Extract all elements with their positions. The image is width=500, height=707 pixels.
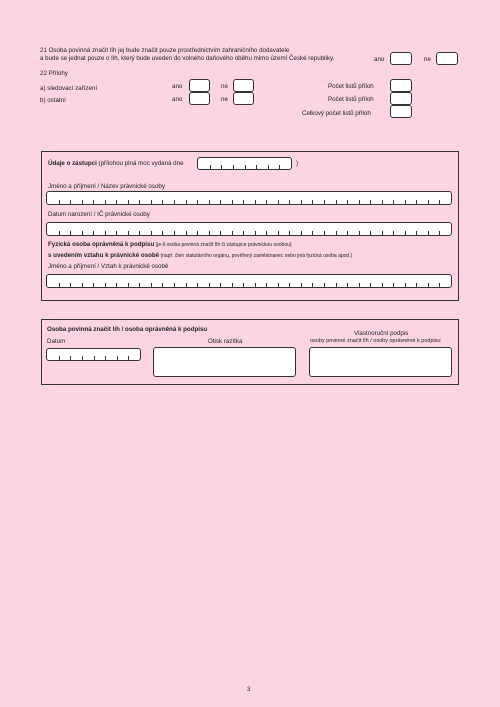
comb-tick — [162, 283, 163, 287]
q22-title: 22 Přílohy — [40, 70, 68, 77]
comb-tick — [117, 356, 118, 360]
comb-tick — [324, 283, 325, 287]
comb-tick — [220, 231, 221, 235]
q22-row-a-pocet-field[interactable] — [390, 79, 412, 92]
comb-tick — [359, 231, 360, 235]
comb-tick — [105, 200, 106, 204]
comb-tick — [312, 200, 313, 204]
comb-tick — [105, 356, 106, 360]
comb-tick — [116, 231, 117, 235]
comb-tick — [151, 283, 152, 287]
comb-tick — [243, 200, 244, 204]
comb-tick — [93, 200, 94, 204]
comb-tick — [232, 231, 233, 235]
comb-tick — [197, 283, 198, 287]
zastupce-relation-row — [48, 252, 352, 261]
comb-tick — [416, 231, 417, 235]
comb-tick — [139, 231, 140, 235]
comb-tick — [266, 283, 267, 287]
comb-tick — [336, 283, 337, 287]
comb-tick — [370, 231, 371, 235]
comb-tick — [82, 231, 83, 235]
comb-tick — [220, 200, 221, 204]
comb-tick — [278, 200, 279, 204]
q22-row-a-ano-label: ano — [172, 83, 183, 90]
comb-tick — [347, 200, 348, 204]
comb-tick — [382, 200, 383, 204]
q22-row-b-label: b) ostatní — [40, 97, 66, 104]
comb-tick — [151, 200, 152, 204]
zastupce-name-label: Jméno a příjmení / Název právnické osoby — [48, 183, 165, 190]
q21-ano-label: ano — [374, 56, 385, 63]
comb-tick — [186, 283, 187, 287]
comb-tick — [139, 200, 140, 204]
comb-tick — [393, 231, 394, 235]
comb-tick — [279, 165, 280, 169]
comb-tick — [128, 356, 129, 360]
comb-tick — [405, 231, 406, 235]
comb-tick — [382, 231, 383, 235]
comb-tick — [312, 283, 313, 287]
comb-tick — [359, 283, 360, 287]
comb-tick — [209, 231, 210, 235]
comb-tick — [233, 165, 234, 169]
comb-tick — [370, 283, 371, 287]
comb-tick — [70, 200, 71, 204]
zastupce-relation-title: s uvedením vztahu k právnické osobě — [48, 252, 160, 259]
comb-tick — [359, 200, 360, 204]
comb-tick — [174, 200, 175, 204]
comb-tick — [197, 200, 198, 204]
comb-tick — [370, 200, 371, 204]
comb-tick — [428, 283, 429, 287]
zastupce-relation-field[interactable] — [46, 274, 452, 288]
q22-row-b-ne-checkbox[interactable] — [233, 92, 254, 105]
comb-tick — [245, 165, 246, 169]
zastupce-dob-field[interactable] — [46, 222, 452, 236]
zastupce-relation-label: Jméno a příjmení / Vztah k právnické osobě — [48, 263, 169, 270]
comb-tick — [128, 231, 129, 235]
plna-moc-date-field[interactable] — [197, 157, 292, 170]
comb-tick — [232, 200, 233, 204]
comb-tick — [59, 200, 60, 204]
q22-row-b-pocet-field[interactable] — [390, 92, 412, 105]
comb-tick — [405, 200, 406, 204]
podpis-vlastnorucni-line2: osoby povinné značit líh / osoby oprávněné k podpisu — [310, 338, 441, 344]
comb-tick — [221, 165, 222, 169]
q22-row-b-pocet-label: Počet listů příloh — [328, 96, 374, 103]
comb-tick — [256, 165, 257, 169]
zastupce-title: Údaje o zástupci — [48, 160, 97, 167]
q22-row-a-ne-label: ne — [221, 83, 228, 90]
q22-celkovy-label: Celkový počet listů příloh — [302, 110, 371, 117]
comb-tick — [162, 200, 163, 204]
comb-tick — [289, 283, 290, 287]
page-number: 3 — [247, 686, 251, 693]
q22-row-a-ano-checkbox[interactable] — [189, 79, 210, 92]
comb-tick — [266, 200, 267, 204]
q22-row-b-ano-checkbox[interactable] — [189, 92, 210, 105]
comb-tick — [439, 283, 440, 287]
comb-tick — [151, 231, 152, 235]
q21-text-line1: 21 Osoba povinná značit líh jej bude značit pouze prostřednictvím zahraničního dodavatele — [40, 47, 290, 54]
comb-tick — [210, 165, 211, 169]
comb-tick — [174, 231, 175, 235]
comb-tick — [70, 356, 71, 360]
comb-tick — [416, 283, 417, 287]
comb-tick — [59, 356, 60, 360]
comb-tick — [416, 200, 417, 204]
comb-tick — [243, 231, 244, 235]
comb-tick — [428, 231, 429, 235]
comb-tick — [93, 231, 94, 235]
comb-tick — [439, 231, 440, 235]
comb-tick — [393, 283, 394, 287]
podpis-datum-field[interactable] — [46, 348, 141, 361]
comb-tick — [128, 283, 129, 287]
q21-ano-checkbox[interactable] — [390, 52, 412, 65]
q22-row-b-ano-label: ano — [172, 96, 183, 103]
zastupce-name-field[interactable] — [46, 191, 452, 205]
comb-tick — [59, 231, 60, 235]
comb-tick — [301, 231, 302, 235]
comb-tick — [82, 200, 83, 204]
otisk-razitka-field[interactable] — [153, 347, 296, 377]
comb-tick — [324, 231, 325, 235]
comb-tick — [266, 231, 267, 235]
comb-tick — [255, 231, 256, 235]
comb-tick — [105, 283, 106, 287]
comb-tick — [428, 200, 429, 204]
comb-tick — [301, 283, 302, 287]
comb-tick — [186, 200, 187, 204]
comb-tick — [289, 200, 290, 204]
comb-tick — [336, 200, 337, 204]
q22-celkovy-field[interactable] — [390, 105, 412, 118]
podpis-vlastnorucni-line1: Vlastnoruční podpis — [354, 330, 409, 337]
comb-tick — [128, 200, 129, 204]
q22-row-a-pocet-label: Počet listů příloh — [328, 83, 374, 90]
comb-tick — [139, 283, 140, 287]
comb-tick — [59, 283, 60, 287]
comb-tick — [301, 200, 302, 204]
podpis-datum-label: Datum — [47, 338, 66, 345]
q22-row-a-label: a) sledovací zařízení — [40, 85, 98, 92]
vlastnorucni-podpis-field[interactable] — [309, 347, 452, 377]
comb-tick — [70, 283, 71, 287]
comb-tick — [116, 200, 117, 204]
comb-tick — [255, 200, 256, 204]
comb-tick — [255, 283, 256, 287]
q21-ne-checkbox[interactable] — [436, 52, 458, 65]
comb-tick — [209, 200, 210, 204]
comb-tick — [82, 283, 83, 287]
comb-tick — [220, 283, 221, 287]
comb-tick — [347, 283, 348, 287]
comb-tick — [278, 283, 279, 287]
comb-tick — [209, 283, 210, 287]
zastupce-dob-label: Datum narození / IČ právnické osoby — [48, 211, 150, 218]
comb-tick — [268, 165, 269, 169]
zastupce-close-paren: ) — [296, 160, 299, 167]
zastupce-person-title: Fyzická osoba oprávněná k podpisu — [48, 241, 155, 248]
zastupce-title-row — [48, 160, 184, 168]
comb-tick — [105, 231, 106, 235]
q21-text-line2: a bude se jednat pouze o líh, který bude uveden do volného daňového oběhu mimo území České republiky. — [40, 55, 335, 62]
zastupce-person-row — [48, 241, 292, 250]
comb-tick — [243, 283, 244, 287]
comb-tick — [82, 356, 83, 360]
comb-tick — [116, 283, 117, 287]
comb-tick — [312, 231, 313, 235]
q21-ne-label: ne — [424, 56, 431, 63]
comb-tick — [393, 200, 394, 204]
comb-tick — [324, 200, 325, 204]
comb-tick — [70, 231, 71, 235]
comb-tick — [347, 231, 348, 235]
zastupce-relation-note: (např. člen statutárního orgánu, pověřený zaměstnanec nebo jiná fyzická osoba apod.) — [159, 253, 353, 259]
comb-tick — [174, 283, 175, 287]
comb-tick — [232, 283, 233, 287]
comb-tick — [405, 283, 406, 287]
podpis-title: Osoba povinná značit líh / osoba oprávněná k podpisu — [47, 326, 208, 333]
comb-tick — [94, 356, 95, 360]
comb-tick — [439, 200, 440, 204]
comb-tick — [336, 231, 337, 235]
q22-row-b-ne-label: ne — [221, 96, 228, 103]
comb-tick — [93, 283, 94, 287]
comb-tick — [162, 231, 163, 235]
zastupce-person-note: (je-li osoba povinná značit líh či zástupce právnickou osobou) — [154, 242, 292, 248]
comb-tick — [289, 231, 290, 235]
comb-tick — [382, 283, 383, 287]
comb-tick — [278, 231, 279, 235]
comb-tick — [197, 231, 198, 235]
podpis-otisk-label: Otisk razítka — [208, 338, 243, 345]
zastupce-title-suffix: (přílohou plná moc vydaná dne — [96, 160, 184, 167]
comb-tick — [186, 231, 187, 235]
q22-row-a-ne-checkbox[interactable] — [233, 79, 254, 92]
